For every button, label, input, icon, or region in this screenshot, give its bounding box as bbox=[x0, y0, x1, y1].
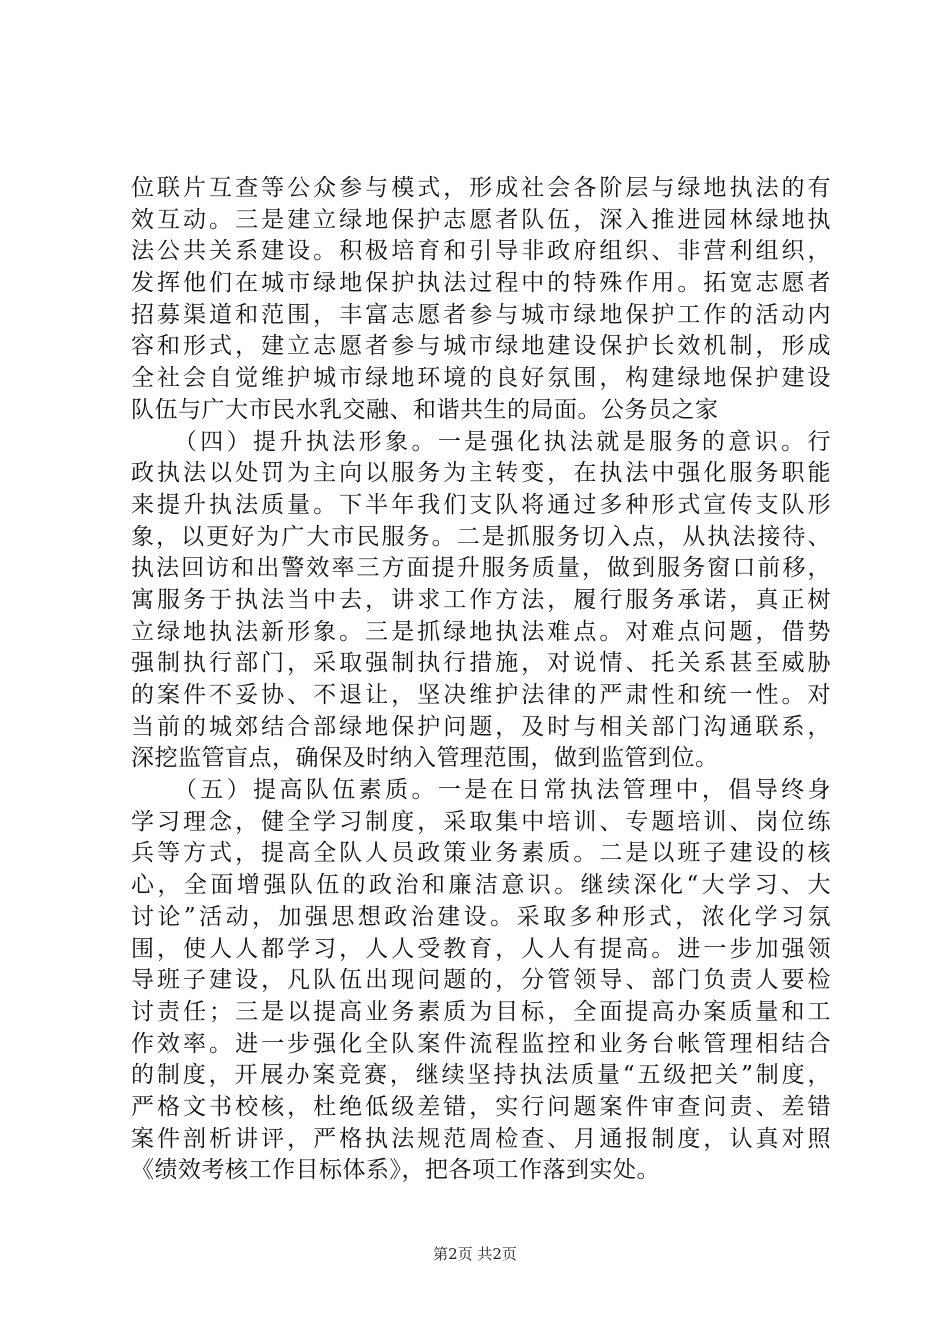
text-line: 围，使人人都学习，人人受教育，人人有提高。进一步加强领 bbox=[131, 935, 831, 962]
text-line: 导班子建设，凡队伍出现问题的，分管领导、部门负责人要检 bbox=[131, 967, 831, 994]
text-line: 严格文书校核，杜绝低级差错，实行问题案件审查问责、差错 bbox=[131, 1093, 831, 1120]
text-line: 执法回访和出警效率三方面提升服务质量，做到服务窗口前移， bbox=[131, 555, 831, 582]
text-line: 来提升执法质量。下半年我们支队将通过多种形式宣传支队形 bbox=[131, 491, 831, 518]
text-line: 《绩效考核工作目标体系》，把各项工作落到实处。 bbox=[131, 1157, 660, 1184]
text-line: 发挥他们在城市绿地保护执法过程中的特殊作用。拓宽志愿者 bbox=[131, 270, 831, 297]
text-line: 招募渠道和范围，丰富志愿者参与城市绿地保护工作的活动内 bbox=[131, 301, 831, 328]
text-line: 寓服务于执法当中去，讲求工作方法，履行服务承诺，真正树 bbox=[131, 586, 831, 613]
text-line: 学习理念，健全学习制度，采取集中培训、专题培训、岗位练 bbox=[131, 808, 831, 835]
text-line: 当前的城郊结合部绿地保护问题，及时与相关部门沟通联系， bbox=[131, 713, 831, 740]
text-line: 讨论”活动，加强思想政治建设。采取多种形式，浓化学习氛 bbox=[131, 903, 831, 930]
text-line: 法公共关系建设。积极培育和引导非政府组织、非营利组织， bbox=[131, 238, 831, 265]
document-body bbox=[131, 173, 831, 1187]
text-line: 讨责任；三是以提高业务素质为目标，全面提高办案质量和工 bbox=[131, 998, 831, 1025]
text-line: 案件剖析讲评，严格执法规范周检查、月通报制度，认真对照 bbox=[131, 1125, 831, 1152]
text-line: 的制度，开展办案竞赛，继续坚持执法质量“五级把关”制度， bbox=[131, 1062, 831, 1089]
text-line: 的案件不妥协、不退让，坚决维护法律的严肃性和统一性。对 bbox=[131, 682, 831, 708]
text-line: （四）提升执法形象。一是强化执法就是服务的意识。行 bbox=[131, 428, 831, 455]
text-line: 心，全面增强队伍的政治和廉洁意识。继续深化“大学习、大 bbox=[131, 872, 831, 899]
text-line: （五）提高队伍素质。一是在日常执法管理中，倡导终身 bbox=[131, 777, 831, 804]
text-line: 政执法以处罚为主向以服务为主转变，在执法中强化服务职能 bbox=[131, 460, 831, 487]
text-line: 全社会自觉维护城市绿地环境的良好氛围，构建绿地保护建设 bbox=[131, 365, 831, 392]
page-footer: 第2页 共2页 bbox=[433, 1245, 517, 1263]
text-line: 深挖监管盲点，确保及时纳入管理范围，做到监管到位。 bbox=[131, 745, 719, 772]
text-line: 象，以更好为广大市民服务。二是抓服务切入点，从执法接待、 bbox=[131, 523, 831, 550]
text-line: 兵等方式，提高全队人员政策业务素质。二是以班子建设的核 bbox=[131, 840, 831, 867]
text-line: 立绿地执法新形象。三是抓绿地执法难点。对难点问题，借势 bbox=[131, 618, 831, 645]
text-line: 队伍与广大市民水乳交融、和谐共生的局面。公务员之家 bbox=[131, 396, 719, 423]
text-line: 强制执行部门，采取强制执行措施，对说情、托关系甚至威胁 bbox=[131, 650, 831, 677]
text-line: 位联片互查等公众参与模式，形成社会各阶层与绿地执法的有 bbox=[131, 175, 831, 201]
text-line: 作效率。进一步强化全队案件流程监控和业务台帐管理相结合 bbox=[131, 1030, 831, 1057]
text-line: 容和形式，建立志愿者参与城市绿地建设保护长效机制，形成 bbox=[131, 333, 831, 360]
text-line: 效互动。三是建立绿地保护志愿者队伍，深入推进园林绿地执 bbox=[131, 206, 831, 233]
